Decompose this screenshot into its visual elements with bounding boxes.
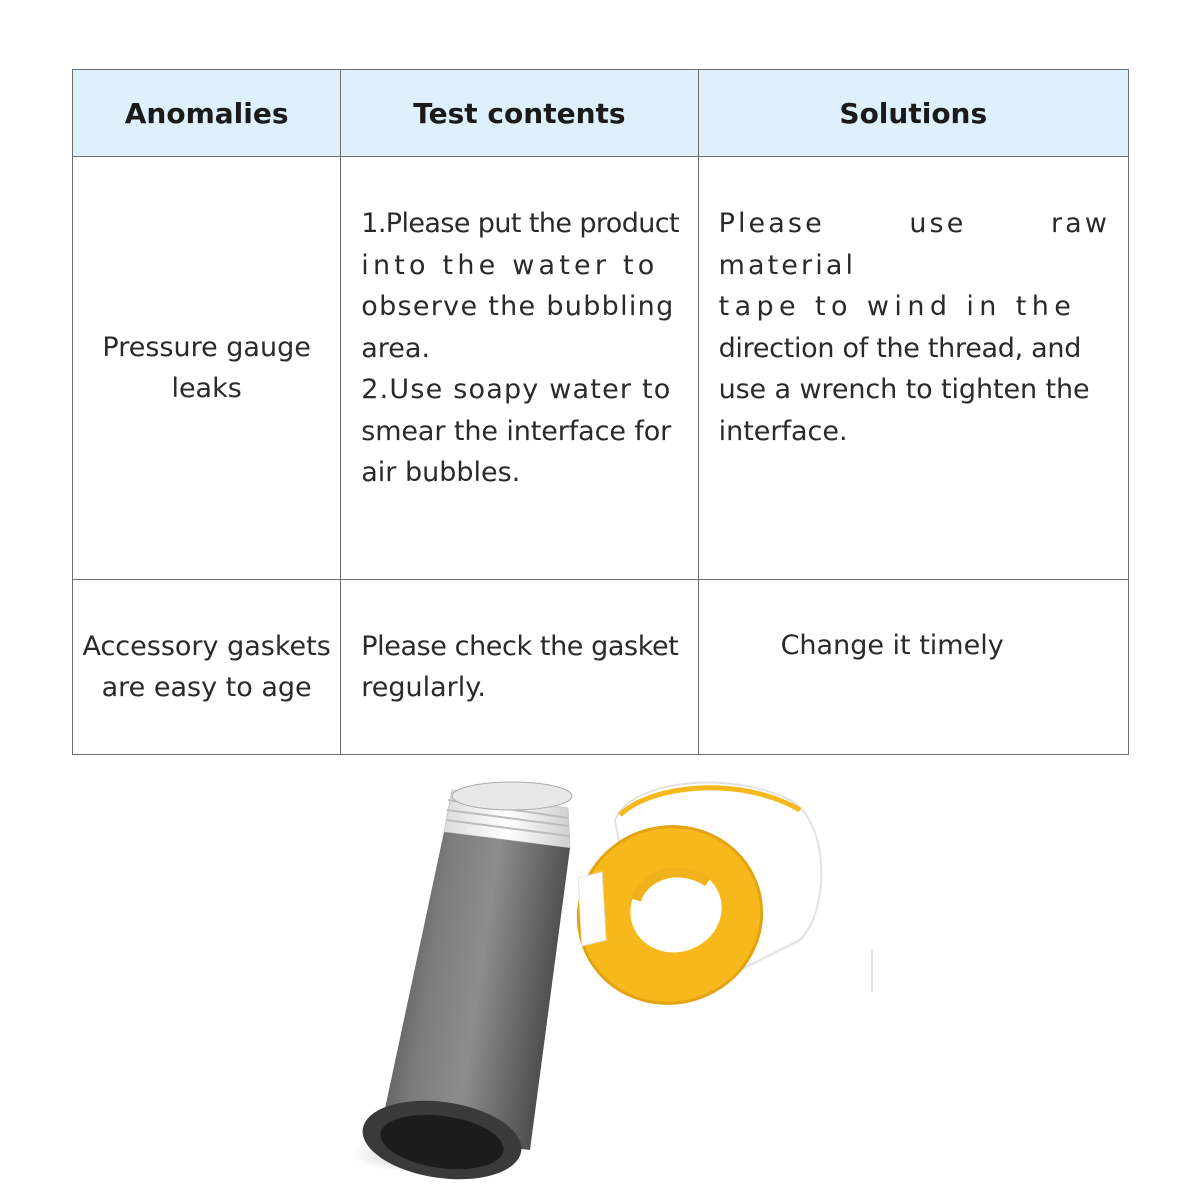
anomalies-table: [72, 69, 1129, 755]
test-contents-cell: [341, 580, 698, 755]
test-text-line: air bubbles.: [361, 457, 521, 488]
anomaly-cell: [73, 157, 341, 580]
table-header-row: [73, 70, 1129, 157]
steel-pipe-fitting: [350, 782, 572, 1180]
test-text-line: smear the interface for: [361, 415, 672, 447]
solution-text-line: interface.: [718, 415, 848, 447]
test-text-line: area.: [361, 332, 431, 364]
test-contents-cell: [341, 157, 698, 580]
header-solutions: Solutions: [698, 70, 1128, 157]
solution-cell: [698, 580, 1128, 755]
table-row: [73, 157, 1129, 580]
solution-text-line: tape to wind in the: [718, 291, 1077, 322]
test-text-line: into the water to: [361, 249, 659, 281]
test-text-line: regularly.: [361, 672, 486, 703]
solution-text-line: direction of the thread, and: [718, 332, 1082, 364]
solution-text-line: Please use raw material: [718, 208, 1110, 281]
anomaly-text-line: Accessory gaskets: [82, 630, 331, 662]
solution-cell: [698, 157, 1128, 580]
anomaly-text-line: are easy to age: [101, 672, 312, 703]
thread-seal-tape-roll: [555, 783, 872, 1028]
table-row: [73, 580, 1129, 755]
anomaly-text-line: leaks: [171, 373, 242, 404]
header-anomalies: Anomalies: [73, 70, 341, 157]
solution-text-line: Change it timely: [780, 630, 1004, 662]
test-text-line: observe the bubbling: [361, 291, 675, 322]
header-test-contents: Test contents: [341, 70, 698, 157]
test-text-line: 1.Please put the product: [361, 208, 679, 239]
solution-text-line: use a wrench to tighten the: [718, 374, 1090, 405]
test-text-line: 2.Use soapy water to: [361, 374, 672, 405]
anomaly-text-line: Pressure gauge: [102, 331, 311, 363]
test-text-line: Please check the gasket: [361, 630, 679, 662]
anomaly-cell: [73, 580, 341, 755]
product-photo: [330, 760, 890, 1180]
